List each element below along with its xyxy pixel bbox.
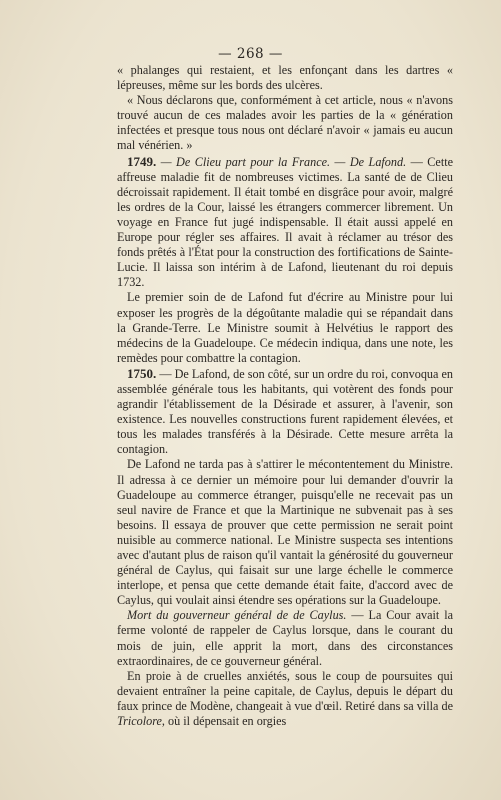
paragraph-1750-text: — De Lafond, de son côté, sur un ordre du roi, convoqua en assemblée générale tous les habitants, qui votèrent des fonds pour agrandir l'établissement de la Désirade et assurer, à l'avenir, son existence. Les nouvelles constructions furent rapidement élevées, et tous les malades transférés à la Désirade. Cette mesure arrêta la contagion. bbox=[117, 366, 454, 457]
paragraph-1749-text: — Cette affreuse maladie fit de nombreuses victimes. La santé de de Clieu décroissait rapidement. Il était tombé en disgrâce pour avoir, malgré les ordres de la Cour, laissé les étrangers commercer librement. Un voyage en France fut jugé indispensable. Il était aussi appelé en Europe pour régler ses affaires. Il avait à réclamer au trésor des fonds prêtés à l'État pour la construction des fortifications de Sainte-Lucie. Il laissa son intérim à de Lafond, lieutenant du roi depuis 1732. bbox=[117, 154, 454, 290]
villa-name: Tricolore bbox=[117, 714, 162, 729]
paragraph-anxietes bbox=[117, 669, 453, 729]
year-1749: 1749. bbox=[127, 153, 157, 169]
paragraph-1750 bbox=[117, 366, 453, 458]
section-heading-de-clieu: — De Clieu part pour la France. — De Lafond. bbox=[160, 154, 407, 169]
paragraph-mort-caylus-text: — La Cour avait la ferme volonté de rappeler de Caylus lorsque, dans le courant du mois de juin, elle apprit la mort, dans des circonstances extraordinaires, de ce gouverneur général. bbox=[117, 608, 453, 668]
section-heading-mort-caylus: Mort du gouverneur général de de Caylus. bbox=[127, 608, 347, 623]
paragraph-quote-end: « phalanges qui restaient, et les enfonçant dans les dartres « lépreuses, même sur les bords des ulcères. bbox=[117, 63, 453, 93]
paragraph-anxietes-text: En proie à de cruelles anxiétés, sous le coup de poursuites qui devaient entraîner la peine capitale, de Caylus, depuis le départ du faux prince de Modène, changeait à vue d'œil. Retiré dans sa villa de bbox=[117, 668, 453, 713]
paragraph-mort-caylus bbox=[117, 608, 453, 668]
paragraph-anxietes-tail: , où il dépensait en orgies bbox=[161, 714, 287, 729]
paragraph-declaration: « Nous déclarons que, conformément à cet article, nous « n'avons trouvé aucun de ces malades avoir les parties de la « génération infectées et presque tous nous ont déclaré n'avoir « jamais eu aucun mal vénérien. » bbox=[117, 93, 453, 153]
paragraph-1749 bbox=[117, 154, 453, 291]
body-text bbox=[117, 63, 453, 729]
page-number: — 268 — bbox=[218, 46, 283, 62]
paragraph-mecontentement: De Lafond ne tarda pas à s'attirer le mécontentement du Ministre. Il adressa à ce dernier un mémoire pour lui demander d'ouvrir la Guadeloupe au commerce étranger, puisqu'elle ne recevait pas un seul navire de France et que la Martinique ne subvenait pas à ses besoins. Il essaya de prouver que cette permission ne serait point nuisible au commerce national. Le Ministre suspecta ses intentions avec d'autant plus de raison qu'il vantait la générosité du gouverneur général de Caylus, qui faisait sur une large échelle le commerce interlope, et pensa que cette demande était faite, d'accord avec de Caylus, qui voulait ainsi étendre ses opérations sur la Guadeloupe. bbox=[117, 457, 453, 608]
year-1750: 1750. bbox=[127, 365, 157, 381]
paragraph-lafond-ministre: Le premier soin de de Lafond fut d'écrire au Ministre pour lui exposer les progrès de la dégoûtante maladie qui se répandait dans la Grande-Terre. Le Ministre soumit à Helvétius le rapport des médecins de la Guadeloupe. Ce médecin indiqua, dans une note, les remèdes pour combattre la contagion. bbox=[117, 290, 453, 365]
